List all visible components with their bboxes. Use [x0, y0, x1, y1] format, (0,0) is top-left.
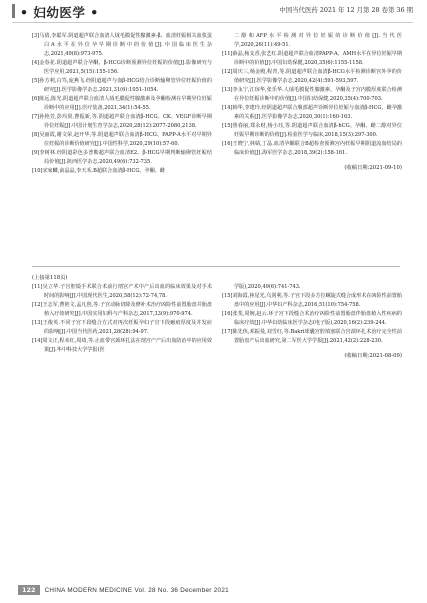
- reference-item: [15]刘海霞,林星光,乌剑利,等.子宫下段多方位螺旋式缝合成形术在凶险性前置胎盘中的应用[J].中华妇产科杂志,2016,51(10):754-758.: [222, 293, 402, 308]
- references-top-right-column: [222, 32, 402, 173]
- reference-item: [14]韩华,李建玲.经阴道超声联合腹部超声诊断异位妊娠与血清β-HCG、雌孕激素的关系[J].医学影像学杂志,2020,30(1):160-163.: [222, 105, 402, 120]
- received-date: (收稿日期:2021-09-10): [344, 165, 402, 171]
- received-date: (收稿日期:2021-08-09): [344, 353, 402, 359]
- reference-item: [4]金春花.阴道超声联合孕酮、β-HCG诊断预测异位妊娠的价值[J].影像研究与医学应用,2021,5(15):155-156.: [32, 60, 212, 75]
- reference-item-continued: 二醇和AFP水平检测对异位妊娠的诊断价值[J].当代医学,2020,26(11):49-51.: [234, 33, 402, 48]
- reference-item: [12]周庆三,杨金殿,程青,等.阴道超声联合血清β-HCG水平检测诊断宫外孕的价值研究[J].医学影像学杂志,2020,42(4):591-593,597.: [222, 69, 402, 84]
- section-title: • 妇幼医学 •: [20, 5, 99, 20]
- journal-info: 中国当代医药 2021 年 12 月第 28 卷第 36 期: [279, 6, 413, 14]
- references-top-block: [32, 32, 400, 262]
- reference-item-continued: 学版),2020,49(6):741-743.: [234, 284, 301, 290]
- references-bottom-left-column: [32, 274, 212, 355]
- reference-item: [13]王俊英.不同子宫下段缝合方式对再次妊娠孕妇子宫下段瘢痕厚度及并发症的影响[J].中国当代医药,2021,28(28):94-97.: [32, 320, 212, 335]
- section-divider: [32, 266, 400, 267]
- reference-item: [13]李永宁,江琼华,张乐华.人绒毛膜促性腺激素、孕酮及子宫内膜厚度联合检测在异位妊娠诊断中的价值[J].中国妇幼保健,2020,35(4):700-703.: [222, 87, 402, 102]
- reference-item: [17]陈先侠,邓振曼,刘雪红,等.Bakri球囊宫腔填塞联合宫颈环扎术治疗完全性前置胎盘产后出血研究,第二军医大学学报[J].2021,42(2):228-230.: [222, 329, 402, 344]
- references-bottom-right-column: [222, 283, 402, 361]
- references-top-left-column: [32, 32, 212, 176]
- reference-item: [11]吴立华.子宫腔镜手术联合术前行剖宫产术中产后出血的临床效果及对手术时间的影响[J].中国现代医生,2020,58(12):72-74,78.: [32, 284, 212, 299]
- reference-item: [16]王晓宁,林婧,丁晶.血清孕酮联合B超检查预测宫内妊娠早期阴道流血结局的临床价值[J].海军医学杂志,2018,39(2):158-161.: [222, 141, 402, 156]
- reference-item: [6]陈远,陈光.阴道超声联合血清人绒毛膜促性腺激素及孕酮检测在早期异位妊娠诊断中的应用[J].医疗装备,2021,34(1):54-55.: [32, 96, 212, 111]
- references-bottom-block: [32, 274, 400, 524]
- reference-item: [16]张斐,周婉,赵云.环子宫下段缝合术治疗凶险性前置胎盘伴胎盘植入性疾病的临床疗效[J].中华妇幼临床医学杂志(电子版),2020,16(2):239-244.: [222, 311, 402, 326]
- header-rule: [12, 22, 413, 23]
- reference-item: [3]马倩,李聪军.阴道超声联合血清人绒毛膜促性腺激素-β、血清妊娠相关血浆蛋白A水平在异位孕早期诊断中的价值[J].中国临床医生杂志,2021,49(8):973-975.: [32, 33, 212, 57]
- page-header: [0, 0, 427, 28]
- page-footer: [18, 585, 229, 595]
- journal-name: CHINA MODERN MEDICINE Vol. 28 No. 36 December 2021: [44, 586, 229, 594]
- header-accent-bar: [12, 4, 15, 18]
- reference-item: [8]吴丽霞,谢文荣,赵开华,等.阴道超声联合血清β-HCG、PAPP-A水平对早期异位妊娠的诊断价值研究[J].中国性科学,2020,29(10):57-60.: [32, 132, 212, 147]
- continuation-note: (上接第118页): [32, 275, 68, 281]
- reference-item: [5]孙方利,白笃,庞燕飞.经阴道超声与血β-HCG结合诊断输卵管异位妊娠价值的研究[J].医学影像学杂志,2021,31(6):1051-1054.: [32, 78, 212, 93]
- reference-item: [9]李树林.经阴道彩色多普勒超声联合血清E2、β-HCG早期判断输卵管妊娠结局价值[J].陕西医学杂志,2020,49(6):732-735.: [32, 150, 212, 165]
- reference-item: [11]薛晶,杨支香,张艺红.阴道超声联合血清PAPP-A、AMH水平在异位妊娠早期诊断中的价值[J].中国妇幼保健,2020,35(6):1155-1158.: [222, 51, 402, 66]
- reference-item: [12]王志军,曹艳文,孟凡创,等.子宫动脉切除及修补术治疗凶险性前置胎盘并胎盘植入疗效研究[J].中国实用妇科与产科杂志,2017,33(9):970-974.: [32, 302, 212, 317]
- reference-item: [10]宋家麟,俞晶晶,李天禾.B超联合血清β-HCG、孕酮、雌: [32, 168, 165, 174]
- page-number: 122: [18, 585, 40, 595]
- reference-item: [7]孙艳芳,彭玛贤,曹振新,等.阴道超声联合血清β-HCG、CK、VEGF诊断早期异位妊娠[J].中国计划生育学杂志,2020,28(12):2077-2080,2138.: [32, 114, 212, 129]
- reference-item: [15]鲁春丽,郑永财,杨小珏,等.阴道超声联合血清β-hCG、孕酮、雌二醇对异位妊娠早期诊断的价值[J].检验医学与临床,2018,15(3):297-300.: [222, 123, 402, 138]
- reference-item: [14]周文正,程未红,周琦,等.止血带宫颈环扎法在剖宫产产后出血防治中的应用效果[J].华中科技大学学报(医: [32, 338, 212, 353]
